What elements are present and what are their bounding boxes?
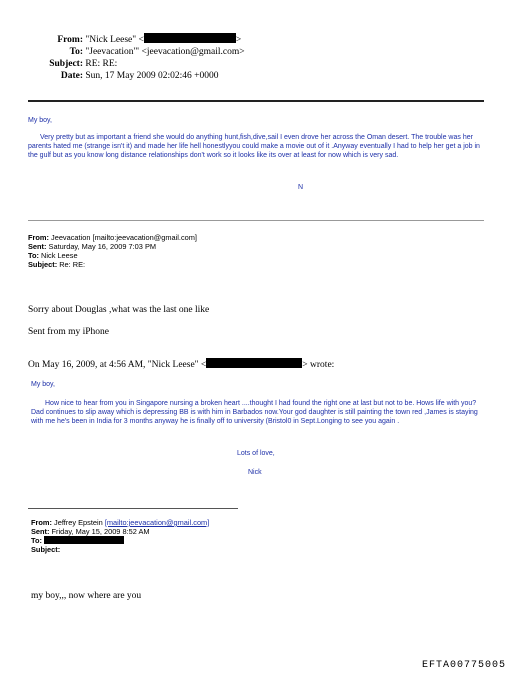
subject-label: Subject: (31, 545, 61, 554)
quote-suffix: > wrote: (302, 360, 335, 370)
from-label: From: (57, 35, 83, 45)
quote-attribution (28, 358, 334, 371)
message-3-signature: Nick (248, 469, 262, 476)
subject-value: RE: RE: (85, 59, 118, 69)
redaction-box (144, 33, 236, 43)
sent-value: Friday, May 15, 2009 8:52 AM (51, 527, 150, 536)
date-label: Date: (60, 71, 83, 81)
message-3-greeting: My boy, (31, 381, 55, 388)
message-1-body: Very pretty but as important a friend she would do anything hunt,fish,dive,sail I even drove her across the Oman desert. The trouble was her parents hated me (strange isn't it) and made her life hell honestlyyou could make a movie out of it .Anyway eventually I had to help her get a job in the gulf but as you know long distance relationships don't work so it looks like its over at least for now which is very sad. (28, 134, 480, 159)
from-value-end: > (235, 35, 242, 45)
top-email-header (30, 33, 330, 82)
document-id: EFTA00775005 (421, 660, 506, 671)
subject-row (30, 58, 330, 70)
sent-label: Sent: (31, 527, 50, 536)
from-value: Jeevacation [mailto:jeevacation@gmail.com] (51, 233, 197, 242)
from-label: From: (31, 518, 52, 527)
subject-label: Subject: (49, 59, 83, 69)
to-value: Nick Leese (41, 251, 78, 260)
message-2-line-1: Sorry about Douglas ,what was the last one like (28, 305, 210, 315)
quote-prefix: On May 16, 2009, at 4:56 AM, "Nick Leese" < (28, 360, 207, 370)
message-divider (28, 220, 484, 221)
to-label: To: (31, 536, 42, 545)
to-label: To: (28, 251, 39, 260)
message-1-signature: N (298, 184, 304, 191)
message-2-header (28, 233, 348, 269)
to-row (30, 46, 330, 58)
sent-label: Sent: (28, 242, 47, 251)
message-3-closing: Lots of love, (237, 450, 275, 457)
date-row (30, 70, 330, 82)
from-value: Jeffrey Epstein (54, 518, 105, 527)
to-value: "Jeevacation'" <jeevacation@gmail.com> (85, 47, 245, 57)
message-4-body: my boy,,, now where are you (31, 591, 142, 601)
subject-label: Subject: (28, 260, 58, 269)
redaction-box (44, 536, 124, 544)
message-1-greeting: My boy, (28, 117, 52, 124)
subject-value: Re: RE: (59, 260, 86, 269)
date-value: Sun, 17 May 2009 02:02:46 +0000 (85, 71, 219, 81)
sent-value: Saturday, May 16, 2009 7:03 PM (48, 242, 157, 251)
mailto-link[interactable]: [mailto:jeevacation@gmail.com] (104, 518, 210, 527)
header-divider (28, 100, 484, 102)
to-label: To: (69, 47, 83, 57)
redaction-box (206, 358, 302, 368)
from-row (30, 33, 330, 46)
from-value: "Nick Leese" < (85, 35, 144, 45)
from-label: From: (28, 233, 49, 242)
message-3-body: How nice to hear from you in Singapore nursing a broken heart ....thought I had found the right one at last but not to be. Hows life with you? Dad continues to slip away which is depressing BB is with him in Barbados now.Your god daughter is still painting the town red ,James is staying with me he's been in India for 3 months anyway he is finally off to university (Bristol0 in Sept.Longing to see you again . (31, 400, 478, 425)
message-2-line-2: Sent from my iPhone (28, 327, 110, 337)
quote-divider (28, 508, 238, 509)
message-4-header (31, 518, 351, 554)
